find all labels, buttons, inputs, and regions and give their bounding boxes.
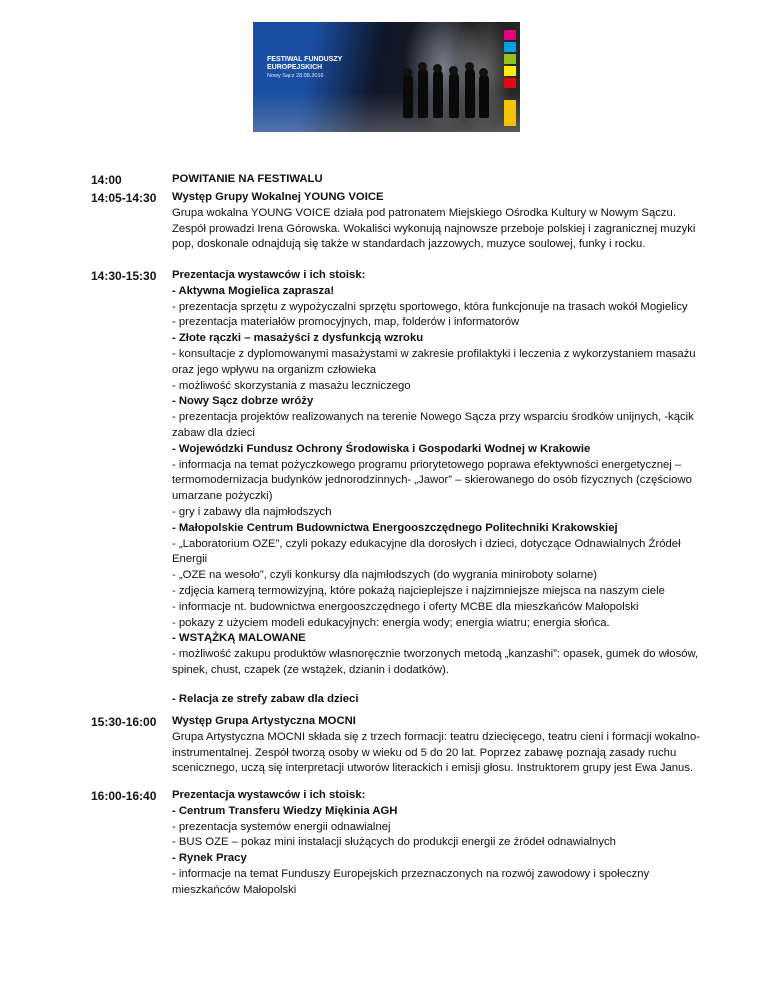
schedule-text: - informacje nt. budownictwa energooszczędnego i oferty MCBE dla mieszkańców Małopolski [172,600,639,613]
badge-logo [504,100,516,126]
banner-title-line1: FESTIWAL FUNDUSZY [267,56,343,63]
schedule-text: - możliwość skorzystania z masażu leczniczego [172,379,411,392]
schedule-content [172,268,700,708]
banner-title-line2: EUROPEJSKICH [267,64,323,71]
schedule-text: - możliwość zakupu produktów własnoręcznie tworzonych metodą „kanzashi”: opasek, gumek do włosów, spinek, chust, czapek (ze wstążek, dzianin i dodatków). [172,648,699,676]
schedule-text: - gry i zabawy dla najmłodszych [172,505,332,518]
schedule-text: - informacje na temat Funduszy Europejskich przeznaczonych na rozwój zawodowy i społeczny mieszkańców Małopolski [172,867,650,896]
schedule-heading: Występ Grupy Wokalnej YOUNG VOICE [172,191,384,203]
schedule-text: - informacja na temat pożyczkowego programu priorytetowego poprawa efektywności energetycznej – termomodernizacja budynków jednorodzinnych- „Jawor” – skierowanego do osób fizycznych (częściowo umarzane pożyczki) [172,458,692,503]
schedule-content [172,714,700,777]
schedule-text: - prezentacja systemów energii odnawialnej [172,820,391,833]
schedule-heading: POWITANIE NA FESTIWALU [172,173,323,185]
schedule-content [172,172,700,188]
schedule-content [172,788,700,899]
schedule-content [172,190,700,253]
schedule-text: - konsultacje z dyplomowanymi masażystami w zakresie profilaktyki i leczenia z wykorzystaniem masażu oraz jego wpływu na organizm człowieka [172,347,696,376]
schedule-text: - prezentacja projektów realizowanych na terenie Nowego Sącza przy wsparciu środków unijnych, -kącik zabaw dla dzieci [172,411,694,439]
schedule-heading: - Wojewódzki Fundusz Ochrony Środowiska i Gospodarki Wodnej w Krakowie [172,442,591,455]
schedule-time: 14:30-15:30 [91,269,157,283]
schedule-heading: - Złote rączki – masażyści z dysfunkcją wzroku [172,332,424,345]
schedule-time: 14:05-14:30 [91,191,157,205]
schedule-heading: Prezentacja wystawców i ich stoisk: [172,269,366,281]
schedule-heading: Występ Grupa Artystyczna MOCNI [172,715,356,727]
festival-banner-image [253,22,520,132]
schedule-time: 15:30-16:00 [91,715,157,729]
schedule-text: - zdjęcia kamerą termowizyjną, które pokażą najcieplejsze i najzimniejsze miejsca na naszym ciele [172,584,665,597]
schedule-text: Grupa wokalna YOUNG VOICE działa pod patronatem Miejskiego Ośrodka Kultury w Nowym Sączu. Zespół prowadzi Irena Górowska. Wokaliści wykonują najnowsze przeboje polskiej i zagranicznej muzyki pop, doskonale odnajdują się także w standardach jazzowych, muzyce soulowej, funky i rocku. [172,206,696,251]
schedule-heading: - Aktywna Mogielica zaprasza! [172,284,335,297]
spacer [172,679,700,692]
schedule-text: - pokazy z użyciem modeli edukacyjnych: energia wody; energia wiatru; energia słońca. [172,616,610,629]
schedule-heading: - Małopolskie Centrum Budownictwa Energooszczędnego Politechniki Krakowskiej [172,521,618,534]
schedule-text: - „OZE na wesoło”, czyli konkursy dla najmłodszych (do wygrania miniroboty solarne) [172,569,598,582]
banner-date: Nowy Sącz 28.08.2016 [267,73,324,79]
schedule-heading: Prezentacja wystawców i ich stoisk: [172,789,366,801]
schedule-heading: - Centrum Transferu Wiedzy Miękinia AGH [172,804,398,817]
schedule-heading: - Relacja ze strefy zabaw dla dzieci [172,692,359,705]
schedule-time: 14:00 [91,173,122,187]
schedule-heading: - Rynek Pracy [172,852,247,865]
schedule-text: Grupa Artystyczna MOCNI składa się z trzech formacji: teatru dziecięcego, teatru cieni i formacji wokalno-instrumentalnej. Zespół tworzą osoby w wieku od 5 do 20 lat. Poprzez zabawę poznają zasady ruchu scenicznego, uczą się interpretacji utworów literackich i emisji głosu. Instruktorem grupy jest Ewa Janus. [172,730,701,775]
schedule-text: - BUS OZE – pokaz mini instalacji służących do produkcji energii ze źródeł odnawialnych [172,836,616,849]
schedule-heading: - Nowy Sącz dobrze wróży [172,395,314,408]
schedule-time: 16:00-16:40 [91,789,157,803]
schedule-text: - prezentacja materiałów promocyjnych, map, folderów i informatorów [172,316,520,329]
schedule-heading: - WSTĄŻKĄ MALOWANE [172,632,306,645]
schedule-text: - „Laboratorium OZE”, czyli pokazy edukacyjne dla dorosłych i dzieci, dotyczące Odnawialnych Źródeł Energii [172,537,681,566]
schedule-text: - prezentacja sprzętu z wypożyczalni sprzętu sportowego, która funkcjonuje na trasach wokół Mogielicy [172,300,688,313]
